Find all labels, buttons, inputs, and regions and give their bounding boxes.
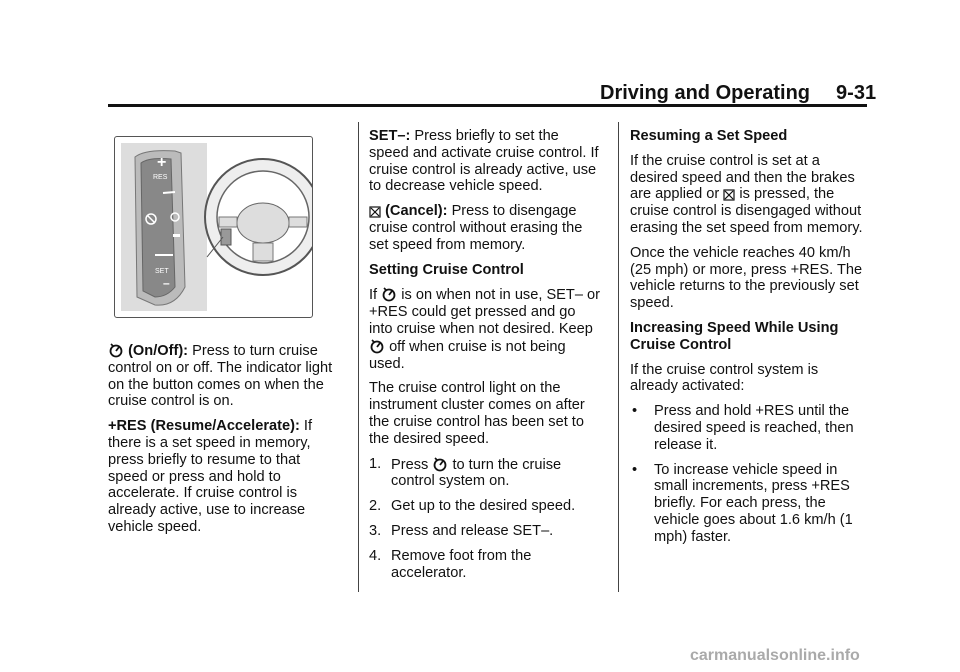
step-2	[369, 498, 601, 515]
page-header	[600, 82, 876, 105]
cancel-paragraph	[369, 203, 601, 253]
step-1	[369, 456, 601, 491]
cruise-control-figure	[114, 136, 313, 318]
res-paragraph	[108, 418, 340, 536]
bullet-dot: •	[632, 403, 638, 420]
res-text: If there is a set speed in memory, press briefly to resume to that speed or press and hold to accelerate. If cruise control is already active, use to increase vehicle speed.	[108, 418, 312, 535]
cancel-text: Press to disengage cruise control without erasing the set speed from memory.	[369, 203, 583, 253]
step-4	[369, 548, 601, 582]
onoff-paragraph	[108, 342, 340, 410]
resume-paragraph-1	[630, 153, 866, 237]
header-rule	[108, 104, 867, 107]
resume-p1b-pre: are applied or	[630, 186, 720, 203]
cancel-icon	[369, 206, 381, 218]
if-paragraph	[369, 286, 601, 372]
bullet-dot: •	[632, 461, 638, 478]
cruise-onoff-icon	[108, 342, 124, 358]
if-pre-text: If	[369, 287, 378, 304]
step-text: Press and release SET–.	[391, 522, 554, 539]
onoff-text: Press to turn cruise control on or off. The indicator light on the button comes on when the cruise control is on.	[108, 343, 333, 410]
resume-heading: Resuming a Set Speed	[630, 128, 788, 144]
cruise-onoff-icon	[432, 456, 448, 472]
if-end-text: off when cruise is not being used.	[369, 338, 566, 372]
column-divider-1	[358, 122, 359, 592]
column-2	[369, 128, 601, 589]
set-paragraph	[369, 128, 601, 195]
bullet-1	[630, 403, 866, 453]
svg-text:RES: RES	[153, 174, 168, 181]
resume-p1b-post: is pressed, the cruise control is disengaged without erasing the set speed from memory.	[630, 186, 863, 236]
step-number: 2.	[369, 498, 382, 515]
step-text: Remove foot from the accelerator.	[391, 547, 532, 581]
svg-text:+: +	[157, 154, 167, 171]
set-text: Press briefly to set the speed and activate cruise control. If cruise control is already active, use to decrease vehicle speed.	[369, 128, 599, 195]
bullet-2	[630, 462, 866, 546]
svg-text:–: –	[163, 276, 170, 290]
increase-paragraph: If the cruise control system is already activated:	[630, 361, 819, 395]
steering-wheel-illustration	[115, 137, 312, 317]
light-paragraph: The cruise control light on the instrument cluster comes on after the cruise control has been set to the desired speed.	[369, 380, 585, 447]
column-divider-2	[618, 122, 619, 592]
column-3	[630, 128, 866, 554]
if-post-text: is on when not in use, SET– or +RES could get pressed and go into cruise when not desired. Keep	[369, 287, 600, 337]
bullet-text: To increase vehicle speed in small increments, press +RES briefly. For each press, the vehicle goes about 1.6 km/h (1 mph) faster.	[654, 461, 853, 545]
step-number: 1.	[369, 455, 382, 472]
cancel-icon	[723, 189, 735, 201]
column-1	[108, 342, 340, 544]
set-label: SET–:	[369, 128, 411, 144]
page-number: 9-31	[836, 82, 877, 104]
cruise-onoff-icon	[381, 286, 397, 302]
resume-paragraph-2: Once the vehicle reaches 40 km/h (25 mph) or more, press +RES. The vehicle returns to the previously set speed.	[630, 244, 863, 312]
step-number: 4.	[369, 547, 382, 564]
step-3	[369, 523, 601, 540]
step-1-pre: Press	[391, 456, 429, 473]
res-label: +RES (Resume/Accelerate):	[108, 418, 300, 435]
cancel-label: (Cancel):	[385, 203, 448, 220]
section-title: Driving and Operating	[600, 82, 811, 104]
watermark: carmanualsonline.info	[690, 647, 860, 664]
step-text	[391, 456, 601, 491]
cruise-onoff-icon	[369, 338, 385, 354]
step-number: 3.	[369, 522, 382, 539]
increase-heading: Increasing Speed While Using Cruise Control	[630, 319, 839, 353]
svg-text:SET: SET	[155, 268, 169, 275]
setting-heading: Setting Cruise Control	[369, 261, 524, 278]
step-1-post: to turn the cruise control system on.	[391, 456, 562, 490]
step-text: Get up to the desired speed.	[391, 498, 576, 515]
bullet-text: Press and hold +RES until the desired speed is reached, then release it.	[654, 403, 854, 453]
onoff-label: (On/Off):	[128, 343, 189, 359]
resume-p1-text: If the cruise control is set at a desired speed and then the brakes	[630, 152, 855, 186]
